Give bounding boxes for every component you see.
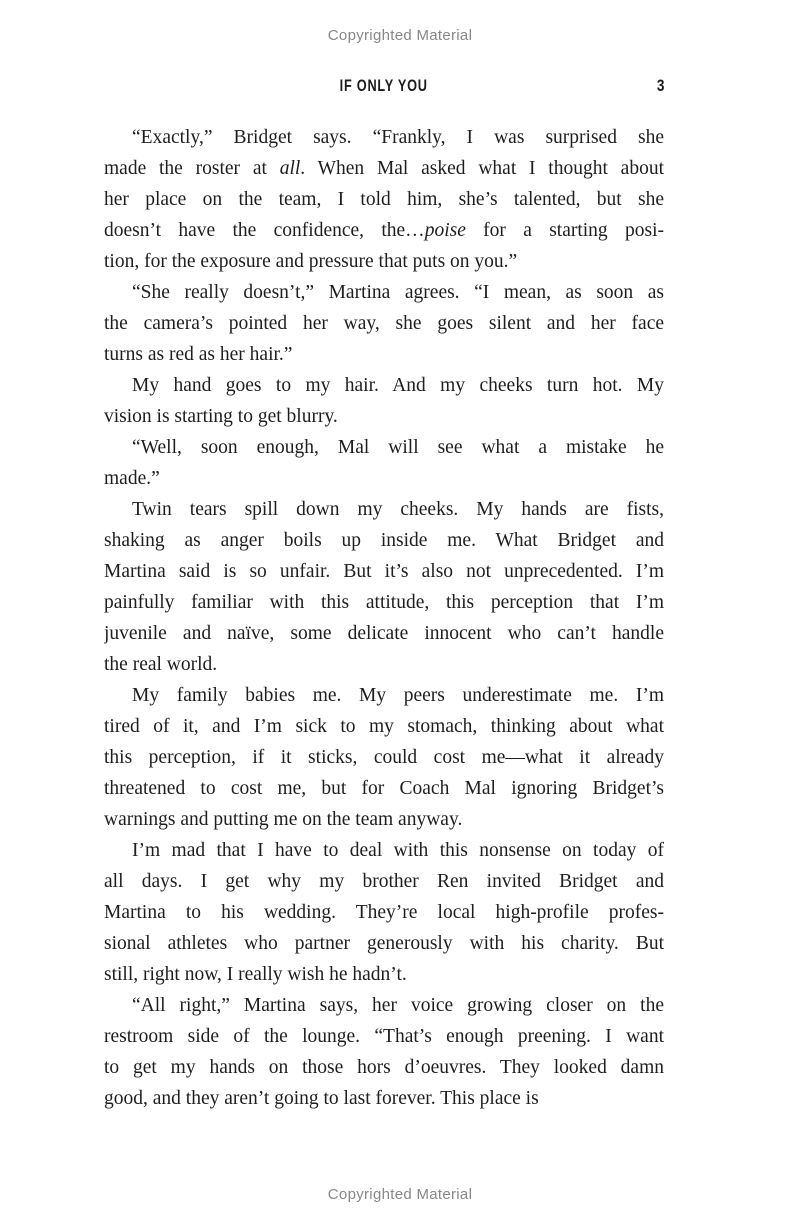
paragraph bbox=[104, 835, 664, 990]
paragraph bbox=[104, 990, 664, 1114]
text-segment: Martina to his wedding. They’re local high-profile profes- bbox=[104, 902, 664, 923]
text-segment: . When Mal asked what I thought about bbox=[300, 158, 664, 179]
text-segment: Twin tears spill down my cheeks. My hands are fists, bbox=[132, 499, 664, 520]
text-line bbox=[104, 246, 664, 277]
text-segment: made.” bbox=[104, 468, 160, 489]
text-line bbox=[104, 618, 664, 649]
text-line bbox=[104, 184, 664, 215]
text-segment: My hand goes to my hair. And my cheeks turn hot. My bbox=[132, 375, 664, 396]
text-line bbox=[104, 339, 664, 370]
text-line bbox=[104, 1021, 664, 1052]
text-segment: “Exactly,” Bridget says. “Frankly, I was surprised she bbox=[132, 127, 664, 148]
text-line bbox=[104, 525, 664, 556]
running-head-title: IF ONLY YOU bbox=[339, 76, 429, 95]
text-line bbox=[104, 742, 664, 773]
paragraph bbox=[104, 432, 664, 494]
text-segment: threatened to cost me, but for Coach Mal ignoring Bridget’s bbox=[104, 778, 664, 799]
text-line bbox=[104, 773, 664, 804]
text-line bbox=[104, 556, 664, 587]
text-segment: to get my hands on those hors d’oeuvres. They looked damn bbox=[104, 1057, 664, 1078]
text-segment: shaking as anger boils up inside me. What Bridget and bbox=[104, 530, 664, 551]
text-line bbox=[104, 153, 664, 184]
text-line bbox=[104, 990, 664, 1021]
text-segment: “All right,” Martina says, her voice growing closer on the bbox=[132, 995, 664, 1016]
text-segment: warnings and putting me on the team anyway. bbox=[104, 809, 463, 830]
text-line bbox=[104, 959, 664, 990]
body-text bbox=[104, 122, 664, 1114]
text-segment: painfully familiar with this attitude, this perception that I’m bbox=[104, 592, 664, 613]
text-segment: the camera’s pointed her way, she goes silent and her face bbox=[104, 313, 664, 334]
paragraph bbox=[104, 680, 664, 835]
text-line bbox=[104, 649, 664, 680]
copyright-watermark-bottom: Copyrighted Material bbox=[327, 1186, 473, 1203]
text-segment: Martina said is so unfair. But it’s also not unprecedented. I’m bbox=[104, 561, 664, 582]
text-segment: the real world. bbox=[104, 654, 218, 675]
paragraph bbox=[104, 494, 664, 680]
text-line bbox=[104, 928, 664, 959]
text-segment: vision is starting to get blurry. bbox=[104, 406, 338, 427]
copyright-watermark-top: Copyrighted Material bbox=[327, 27, 473, 44]
text-segment: tion, for the exposure and pressure that puts on you.” bbox=[104, 251, 518, 272]
text-line bbox=[104, 494, 664, 525]
text-line bbox=[104, 215, 664, 246]
text-segment: for a starting posi- bbox=[465, 220, 664, 241]
text-segment: her place on the team, I told him, she’s talented, but she bbox=[104, 189, 664, 210]
text-line bbox=[104, 866, 664, 897]
text-line bbox=[104, 401, 664, 432]
page-header bbox=[104, 76, 664, 98]
text-segment: made the roster at bbox=[104, 158, 280, 179]
text-line bbox=[104, 308, 664, 339]
text-line bbox=[104, 432, 664, 463]
paragraph bbox=[104, 370, 664, 432]
text-line bbox=[104, 277, 664, 308]
italic-text: poise bbox=[424, 220, 466, 241]
text-segment: juvenile and naïve, some delicate innocent who can’t handle bbox=[104, 623, 664, 644]
text-segment: good, and they aren’t going to last forever. This place is bbox=[104, 1088, 539, 1109]
text-segment: “She really doesn’t,” Martina agrees. “I mean, as soon as bbox=[132, 282, 664, 303]
text-segment: this perception, if it sticks, could cost me—what it already bbox=[104, 747, 664, 768]
text-line bbox=[104, 711, 664, 742]
text-segment: My family babies me. My peers underestimate me. I’m bbox=[132, 685, 664, 706]
text-segment: “Well, soon enough, Mal will see what a mistake he bbox=[132, 437, 664, 458]
text-line bbox=[104, 804, 664, 835]
text-line bbox=[104, 1052, 664, 1083]
text-line bbox=[104, 835, 664, 866]
text-segment: doesn’t have the confidence, the… bbox=[104, 220, 425, 241]
paragraph bbox=[104, 277, 664, 370]
text-segment: all days. I get why my brother Ren invited Bridget and bbox=[104, 871, 664, 892]
text-line bbox=[104, 1083, 664, 1114]
text-segment: sional athletes who partner generously with his charity. But bbox=[104, 933, 664, 954]
text-segment: tired of it, and I’m sick to my stomach, thinking about what bbox=[104, 716, 664, 737]
text-segment: turns as red as her hair.” bbox=[104, 344, 293, 365]
text-line bbox=[104, 463, 664, 494]
italic-text: all bbox=[279, 158, 301, 179]
text-line bbox=[104, 122, 664, 153]
paragraph bbox=[104, 122, 664, 277]
text-segment: restroom side of the lounge. “That’s enough preening. I want bbox=[104, 1026, 664, 1047]
text-line bbox=[104, 370, 664, 401]
text-line bbox=[104, 680, 664, 711]
text-line bbox=[104, 587, 664, 618]
page-number: 3 bbox=[656, 76, 664, 95]
text-line bbox=[104, 897, 664, 928]
text-segment: I’m mad that I have to deal with this nonsense on today of bbox=[132, 840, 664, 861]
text-segment: still, right now, I really wish he hadn’t. bbox=[104, 964, 407, 985]
